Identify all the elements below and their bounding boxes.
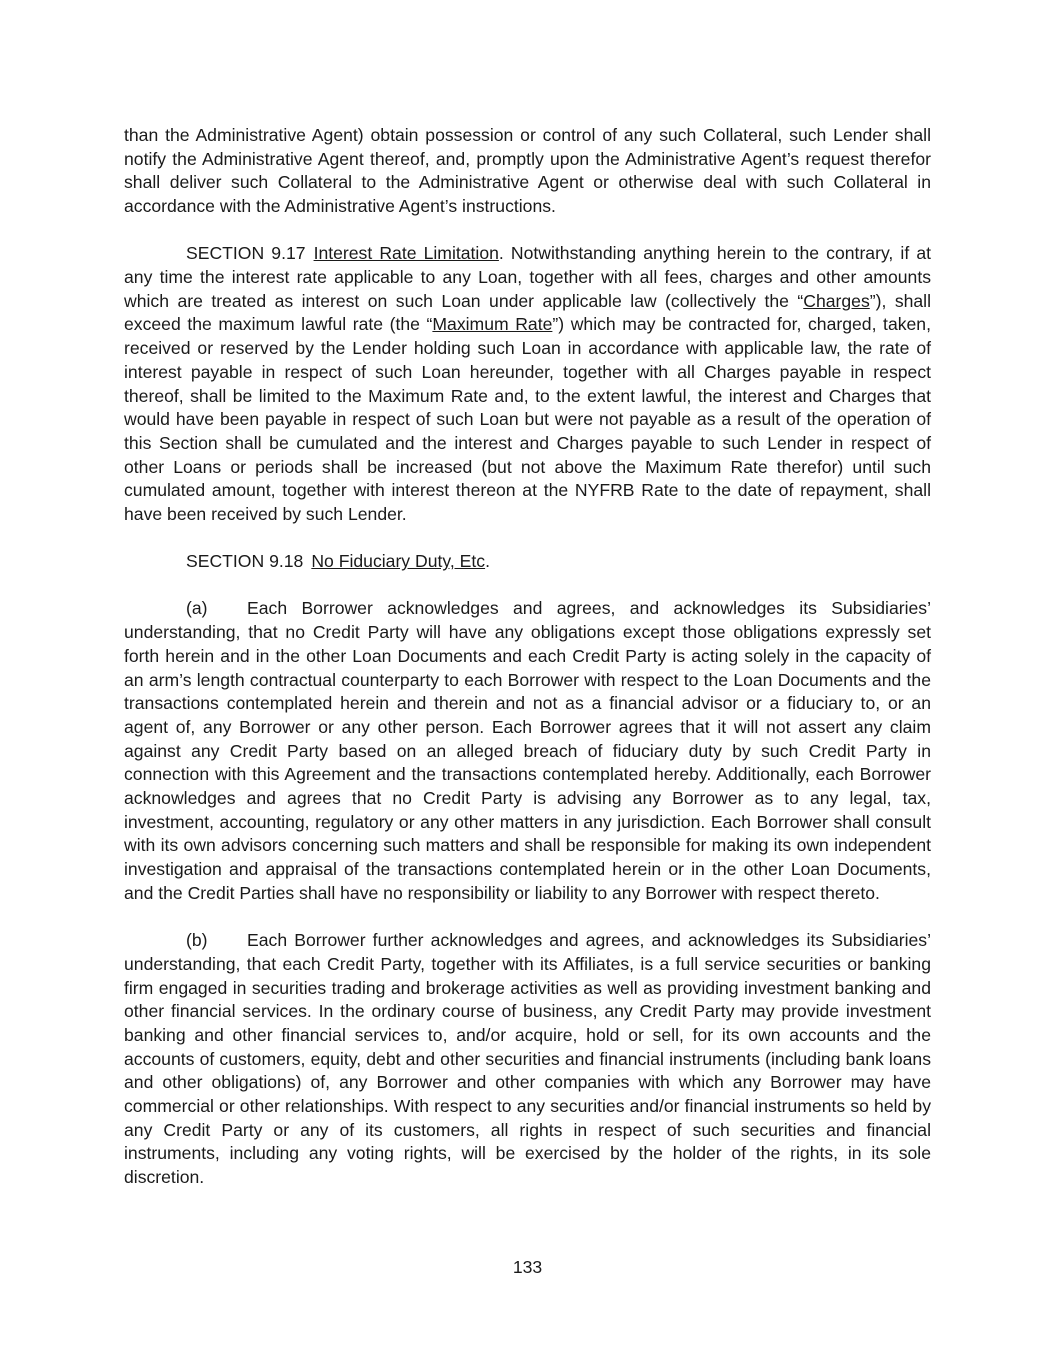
subparagraph-label: (b) xyxy=(186,930,208,951)
section-number: SECTION 9.17 xyxy=(186,243,306,264)
subparagraph-text: Each Borrower acknowledges and agrees, and acknowledges its Subsidiaries’ understanding, that no Credit Party will have any obligations except those obligations expressly set forth herein and in the other Loan Documents and each Credit Party is acting solely in the capacity of an arm’s length contractual counterparty to each Borrower with respect to the Loan Documents and the transactions contemplated herein and therein and not as a financial advisor or a fiduciary to, or an agent of, any Borrower or any other person. Each Borrower agrees that it will not assert any claim against any Credit Party based on an alleged breach of fiduciary duty by such Credit Party in connection with this Agreement and the transactions contemplated hereby. Additionally, each Borrower acknowledges and agrees that no Credit Party is advising any Borrower as to any legal, tax, investment, accounting, regulatory or any other matters in any jurisdiction. Each Borrower shall consult with its own advisors concerning such matters and shall be responsible for making its own independent investigation and appraisal of the transactions contemplated herein or in the other Loan Documents, and the Credit Parties shall have no responsibility or liability to any Borrower with respect thereto. xyxy=(124,598,931,903)
section-text: ”), shall exceed the maximum lawful rate (the “ xyxy=(124,290,932,335)
section-title-period: . xyxy=(485,551,490,572)
defined-term-maximum-rate: Maximum Rate xyxy=(432,314,553,335)
section-title-period: . xyxy=(498,243,504,264)
section-number: SECTION 9.18 xyxy=(186,551,304,572)
paragraph-continuation: than the Administrative Agent) obtain possession or control of any such Collateral, such Lender shall notify the Administrative Agent thereof, and, promptly upon the Administrative Agent’s request therefor shall deliver such Collateral to the Administrative Agent or otherwise deal with such Collateral in accordance with the Administrative Agent’s instructions. xyxy=(124,125,931,217)
page-number: 133 xyxy=(512,1257,543,1277)
section-title: No Fiduciary Duty, Etc xyxy=(311,551,486,572)
section-text: ”) which may be contracted for, charged, taken, received or reserved by the Lender holding such Loan in accordance with applicable law, the rate of interest payable in respect of such Loan hereunder, together with all Charges payable in respect thereof, shall be limited to the Maximum Rate and, to the extent lawful, the interest and Charges that would have been payable in respect of such Loan but were not payable as a result of the operation of this Section shall be cumulated and the interest and Charges payable to such Lender in respect of other Loans or periods shall be increased (but not above the Maximum Rate therefor) until such cumulated amount, together with interest thereon at the NYFRB Rate to the date of repayment, shall have been received by such Lender. xyxy=(124,314,931,525)
defined-term-charges: Charges xyxy=(803,290,870,311)
subparagraph-b xyxy=(124,929,931,1190)
section-9-17-paragraph xyxy=(124,242,931,526)
subparagraph-a xyxy=(124,597,931,905)
section-text: Notwithstanding anything herein to the contrary, if at any time the interest rate applicable to any Loan, together with all fees, charges and other amounts which are treated as interest on such Loan under applicable law (collectively the “ xyxy=(124,243,932,311)
section-title: Interest Rate Limitation xyxy=(313,243,499,264)
subparagraph-text: Each Borrower further acknowledges and agrees, and acknowledges its Subsidiaries’ understanding, that each Credit Party, together with its Affiliates, is a full service securities or banking firm engaged in securities trading and brokerage activities as well as providing investment banking and other financial services. In the ordinary course of business, any Credit Party may provide investment banking and other financial services to, and/or acquire, hold or sell, for its own accounts and the accounts of customers, equity, debt and other securities and financial instruments (including bank loans and other obligations) of, any Borrower and other companies with which any Borrower may have commercial or other relationships. With respect to any securities and/or financial instruments so held by any Credit Party or any of its customers, all rights in respect of such securities and financial instruments, including any voting rights, will be exercised by the holder of the rights, in its sole discretion. xyxy=(124,930,931,1188)
subparagraph-label: (a) xyxy=(186,598,208,619)
document-page xyxy=(124,124,931,1213)
section-9-18-heading xyxy=(124,550,931,574)
